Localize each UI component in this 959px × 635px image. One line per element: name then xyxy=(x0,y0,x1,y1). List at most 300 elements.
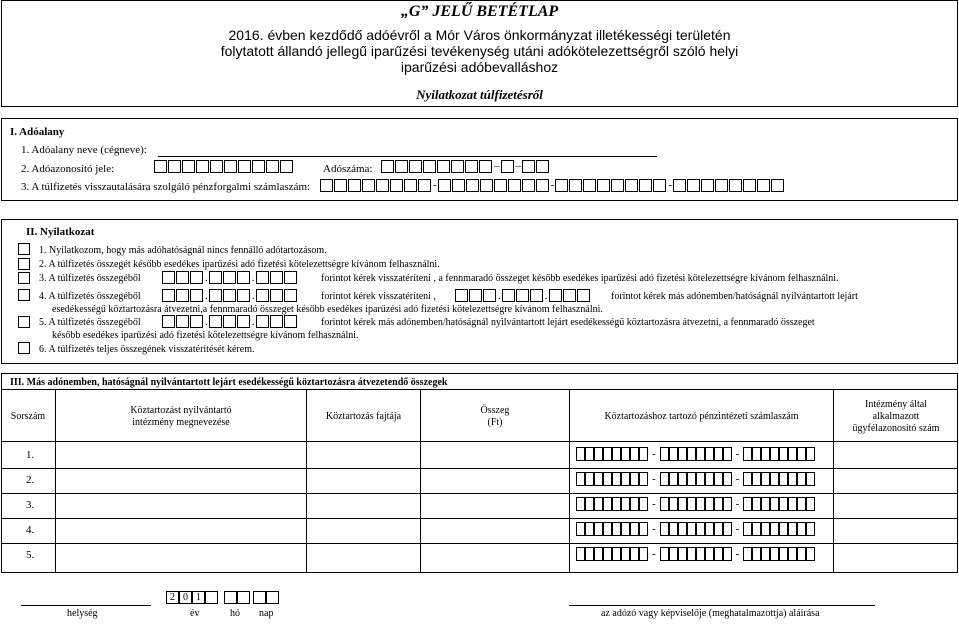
digit-cell[interactable] xyxy=(779,472,788,486)
digit-cell[interactable] xyxy=(653,179,666,192)
digit-cell[interactable] xyxy=(788,472,797,486)
digit-cell[interactable] xyxy=(639,497,648,511)
digit-cell[interactable] xyxy=(743,522,752,536)
digit-cell[interactable] xyxy=(563,289,576,302)
digit-cell[interactable] xyxy=(630,497,639,511)
digit-cell[interactable] xyxy=(395,160,408,173)
digit-cell[interactable] xyxy=(381,160,394,173)
digit-cell[interactable] xyxy=(770,447,779,461)
checkbox-item-1[interactable] xyxy=(18,243,30,255)
name-label: 1. Adóalany neve (cégneve): xyxy=(21,144,147,156)
digit-cell[interactable] xyxy=(660,472,669,486)
digit-cell[interactable] xyxy=(743,179,756,192)
row-account-cells[interactable] xyxy=(576,447,815,461)
name-field[interactable] xyxy=(158,144,657,157)
digit-cell[interactable] xyxy=(639,472,648,486)
digit-cell[interactable] xyxy=(555,179,568,192)
digit-cell[interactable] xyxy=(696,447,705,461)
digit-cell[interactable] xyxy=(771,179,784,192)
digit-cell[interactable] xyxy=(612,472,621,486)
digit-cell[interactable] xyxy=(594,547,603,561)
digit-cell[interactable] xyxy=(480,179,493,192)
digit-cell[interactable] xyxy=(210,160,223,173)
form-title: „G” JELŰ BETÉTLAP xyxy=(400,3,559,20)
taxid-cells[interactable] xyxy=(154,160,294,173)
digit-cell[interactable] xyxy=(284,289,297,302)
separator: - xyxy=(652,448,656,460)
digit-cell[interactable] xyxy=(585,547,594,561)
digit-cell[interactable] xyxy=(483,289,496,302)
digit-cell[interactable] xyxy=(806,472,815,486)
year-digit-empty[interactable] xyxy=(205,591,218,604)
digit-cell[interactable] xyxy=(209,315,222,328)
signature-line xyxy=(569,605,875,606)
digit-cell[interactable] xyxy=(788,547,797,561)
digit-cell[interactable] xyxy=(757,179,770,192)
separator: - xyxy=(735,498,740,510)
digit-cell[interactable] xyxy=(696,522,705,536)
digit-cell[interactable] xyxy=(743,472,752,486)
digit-cell[interactable] xyxy=(723,472,732,486)
digit-cell[interactable] xyxy=(438,179,451,192)
digit-cell[interactable] xyxy=(752,447,761,461)
digit-cell[interactable] xyxy=(779,547,788,561)
separator: - xyxy=(735,523,740,535)
digit-cell[interactable] xyxy=(761,497,770,511)
form-subtitle: Nyilatkozat túlfizetésről xyxy=(416,87,543,102)
digit-cell[interactable] xyxy=(585,472,594,486)
separator: – xyxy=(515,160,521,172)
row-number: 2. xyxy=(26,474,35,486)
checkbox-item-6[interactable] xyxy=(18,342,30,354)
item-4-text-c: forintot kérek más adónemben/hatóságnál nyilvántartott lejárt xyxy=(611,291,858,302)
digit-cell[interactable] xyxy=(743,497,752,511)
digit-cell[interactable] xyxy=(451,160,464,173)
col-header-fajta: Köztartozás fajtája xyxy=(325,411,402,422)
digit-cell[interactable] xyxy=(705,497,714,511)
section1-title: I. Adóalany xyxy=(10,126,65,138)
checkbox-item-3[interactable] xyxy=(18,272,30,284)
digit-cell[interactable] xyxy=(770,497,779,511)
digit-cell[interactable] xyxy=(466,179,479,192)
separator: - xyxy=(735,473,740,485)
digit-cell[interactable] xyxy=(639,522,648,536)
digit-cell[interactable] xyxy=(209,271,222,284)
digit-cell[interactable] xyxy=(536,160,549,173)
digit-cell[interactable] xyxy=(612,522,621,536)
digit-cell[interactable] xyxy=(162,289,175,302)
item-3-text-a: 3. A túlfizetés összegéből xyxy=(39,273,141,284)
digit-cell[interactable] xyxy=(452,179,465,192)
digit-cell[interactable] xyxy=(761,522,770,536)
digit-cell[interactable] xyxy=(660,522,669,536)
digit-cell[interactable] xyxy=(806,497,815,511)
separator: - xyxy=(550,179,555,191)
col-header-ugyfel-1: Intézmény által xyxy=(865,399,927,410)
row-number: 3. xyxy=(26,499,35,511)
digit-cell[interactable] xyxy=(465,160,478,173)
digit-cell[interactable] xyxy=(594,472,603,486)
digit-cell[interactable] xyxy=(621,497,630,511)
digit-cell[interactable] xyxy=(621,522,630,536)
month-label: hó xyxy=(230,608,240,619)
place-label: helység xyxy=(67,608,98,619)
digit-cell[interactable] xyxy=(237,315,250,328)
taxnum-cells[interactable] xyxy=(381,160,550,173)
digit-cell[interactable] xyxy=(723,447,732,461)
digit-cell[interactable] xyxy=(696,547,705,561)
digit-cell[interactable] xyxy=(723,547,732,561)
digit-cell[interactable] xyxy=(603,497,612,511)
item-3-text-b: forintot kérek visszatéríteni , a fennmaradó összeget később esedékes iparűzési adó fizetési kötelezettségre kívánom felhasználni. xyxy=(321,273,839,284)
digit-cell[interactable] xyxy=(621,472,630,486)
section3-title: III. Más adónemben, hatóságnál nyilvántartott lejárt esedékességű köztartozásra átvezetendő összegek xyxy=(10,377,448,388)
digit-cell[interactable] xyxy=(190,315,203,328)
row-account-cells[interactable] xyxy=(576,497,815,511)
digit-cell[interactable] xyxy=(673,179,686,192)
digit-cell[interactable] xyxy=(611,179,624,192)
digit-cell[interactable] xyxy=(569,179,582,192)
header-line-3: iparűzési adóbevalláshoz xyxy=(400,59,559,75)
digit-cell[interactable] xyxy=(621,447,630,461)
separator: - xyxy=(652,523,656,535)
digit-cell[interactable] xyxy=(639,447,648,461)
digit-cell[interactable] xyxy=(536,179,549,192)
digit-cell[interactable] xyxy=(603,472,612,486)
digit-cell[interactable] xyxy=(752,522,761,536)
digit-cell[interactable] xyxy=(788,447,797,461)
digit-cell[interactable] xyxy=(237,271,250,284)
account-cells[interactable] xyxy=(320,179,785,192)
digit-cell[interactable] xyxy=(723,522,732,536)
separator: - xyxy=(735,548,740,560)
digit-cell[interactable] xyxy=(612,447,621,461)
digit-cell[interactable] xyxy=(797,447,806,461)
digit-cell[interactable] xyxy=(678,547,687,561)
digit-cell[interactable] xyxy=(603,447,612,461)
digit-cell[interactable] xyxy=(469,289,482,302)
digit-cell[interactable] xyxy=(630,522,639,536)
digit-cell[interactable] xyxy=(723,497,732,511)
month-digit[interactable] xyxy=(237,591,250,604)
digit-cell[interactable] xyxy=(162,315,175,328)
digit-cell[interactable] xyxy=(770,472,779,486)
digit-cell[interactable] xyxy=(549,289,562,302)
year-label: év xyxy=(190,608,200,619)
digit-cell[interactable] xyxy=(284,271,297,284)
digit-cell[interactable] xyxy=(752,497,761,511)
digit-cell[interactable] xyxy=(585,447,594,461)
digit-cell[interactable] xyxy=(576,497,585,511)
digit-cell[interactable] xyxy=(779,497,788,511)
digit-cell[interactable] xyxy=(390,179,403,192)
taxnum-label: Adószáma: xyxy=(323,163,373,175)
digit-cell[interactable] xyxy=(669,497,678,511)
signature-label: az adózó vagy képviselője (meghatalmazottja) aláírása xyxy=(601,608,820,619)
row-account-cells[interactable] xyxy=(576,522,815,536)
digit-cell[interactable] xyxy=(669,522,678,536)
digit-cell[interactable] xyxy=(687,497,696,511)
digit-cell[interactable] xyxy=(223,271,236,284)
col-header-ugyfel-3: ügyfélazonosító szám xyxy=(852,423,940,434)
digit-cell[interactable] xyxy=(237,289,250,302)
digit-cell[interactable] xyxy=(630,472,639,486)
digit-cell[interactable] xyxy=(669,547,678,561)
thousand-dot: . xyxy=(498,290,501,302)
date-day-cells[interactable] xyxy=(253,591,279,604)
item-4-text-a: 4. A túlfizetés összegéből xyxy=(39,291,141,302)
table-top-line xyxy=(1,389,958,390)
digit-cell[interactable] xyxy=(376,179,389,192)
digit-cell[interactable] xyxy=(705,447,714,461)
digit-cell[interactable] xyxy=(806,522,815,536)
digit-cell[interactable] xyxy=(280,160,293,173)
item-5-amount-cells[interactable] xyxy=(162,315,298,328)
digit-cell[interactable] xyxy=(639,179,652,192)
digit-cell[interactable] xyxy=(788,522,797,536)
section2-title: II. Nyilatkozat xyxy=(26,226,95,238)
digit-cell[interactable] xyxy=(639,547,648,561)
item-4-amount-cells-1[interactable] xyxy=(162,289,298,302)
digit-cell[interactable] xyxy=(576,472,585,486)
digit-cell[interactable] xyxy=(418,179,431,192)
digit-cell[interactable] xyxy=(594,522,603,536)
digit-cell[interactable] xyxy=(594,497,603,511)
digit-cell[interactable] xyxy=(660,547,669,561)
digit-cell[interactable] xyxy=(209,289,222,302)
year-digit: 0 xyxy=(179,591,192,604)
col-header-intezmeny-1: Köztartozást nyilvántartó xyxy=(130,405,232,416)
digit-cell[interactable] xyxy=(256,271,269,284)
digit-cell[interactable] xyxy=(687,522,696,536)
digit-cell[interactable] xyxy=(404,179,417,192)
digit-cell[interactable] xyxy=(612,497,621,511)
header-line-1: 2016. évben kezdődő adóévről a Mór Város önkormányzat illetékességi területén xyxy=(228,27,731,43)
digit-cell[interactable] xyxy=(743,447,752,461)
digit-cell[interactable] xyxy=(761,547,770,561)
digit-cell[interactable] xyxy=(577,289,590,302)
row-account-cells[interactable] xyxy=(576,472,815,486)
digit-cell[interactable] xyxy=(348,179,361,192)
digit-cell[interactable] xyxy=(669,472,678,486)
digit-cell[interactable] xyxy=(479,160,492,173)
col-header-szamla: Köztartozáshoz tartozó pénzintézeti számlaszám xyxy=(604,411,799,422)
checkbox-item-2[interactable] xyxy=(18,258,30,270)
thousand-dot: . xyxy=(544,290,548,302)
digit-cell[interactable] xyxy=(190,289,203,302)
digit-cell[interactable] xyxy=(176,289,189,302)
digit-cell[interactable] xyxy=(162,271,175,284)
digit-cell[interactable] xyxy=(594,447,603,461)
item-2-text: 2. A túlfizetés összegét később esedékes iparűzési adó fizetési kötelezettségre kívánom felhasználni. xyxy=(39,259,440,270)
digit-cell[interactable] xyxy=(522,160,535,173)
digit-cell[interactable] xyxy=(502,289,515,302)
digit-cell[interactable] xyxy=(223,315,236,328)
digit-cell[interactable] xyxy=(603,547,612,561)
digit-cell[interactable] xyxy=(576,547,585,561)
digit-cell[interactable] xyxy=(714,472,723,486)
digit-cell[interactable] xyxy=(256,289,269,302)
digit-cell[interactable] xyxy=(797,472,806,486)
thousand-dot: . xyxy=(251,316,255,328)
digit-cell[interactable] xyxy=(779,522,788,536)
thousand-dot: . xyxy=(205,290,208,302)
digit-cell[interactable] xyxy=(224,160,237,173)
digit-cell[interactable] xyxy=(788,497,797,511)
digit-cell[interactable] xyxy=(660,447,669,461)
digit-cell[interactable] xyxy=(687,447,696,461)
digit-cell[interactable] xyxy=(806,547,815,561)
digit-cell[interactable] xyxy=(660,497,669,511)
day-digit[interactable] xyxy=(253,591,266,604)
separator: - xyxy=(652,498,656,510)
digit-cell[interactable] xyxy=(423,160,436,173)
digit-cell[interactable] xyxy=(522,179,535,192)
separator: - xyxy=(433,179,437,191)
digit-cell[interactable] xyxy=(256,315,269,328)
digit-cell[interactable] xyxy=(585,522,594,536)
col-header-ugyfel-2: alkalmazott xyxy=(872,411,920,422)
digit-cell[interactable] xyxy=(270,289,283,302)
digit-cell[interactable] xyxy=(455,289,468,302)
digit-cell[interactable] xyxy=(362,179,375,192)
digit-cell[interactable] xyxy=(770,547,779,561)
digit-cell[interactable] xyxy=(705,472,714,486)
digit-cell[interactable] xyxy=(752,547,761,561)
digit-cell[interactable] xyxy=(806,447,815,461)
digit-cell[interactable] xyxy=(284,315,297,328)
separator: - xyxy=(735,448,740,460)
digit-cell[interactable] xyxy=(729,179,742,192)
digit-cell[interactable] xyxy=(334,179,347,192)
col-header-osszeg-1: Összeg xyxy=(480,405,510,416)
digit-cell[interactable] xyxy=(714,497,723,511)
digit-cell[interactable] xyxy=(196,160,209,173)
digit-cell[interactable] xyxy=(516,289,529,302)
checkbox-item-5[interactable] xyxy=(18,316,30,328)
digit-cell[interactable] xyxy=(714,447,723,461)
row-number: 4. xyxy=(26,524,35,536)
digit-cell[interactable] xyxy=(501,160,514,173)
digit-cell[interactable] xyxy=(797,547,806,561)
digit-cell[interactable] xyxy=(270,315,283,328)
digit-cell[interactable] xyxy=(576,447,585,461)
digit-cell[interactable] xyxy=(508,179,521,192)
digit-cell[interactable] xyxy=(583,179,596,192)
item-4-amount-cells-2[interactable] xyxy=(455,289,591,302)
separator: - xyxy=(652,473,656,485)
digit-cell[interactable] xyxy=(630,447,639,461)
digit-cell[interactable] xyxy=(678,472,687,486)
table-row-line xyxy=(1,543,958,544)
digit-cell[interactable] xyxy=(687,179,700,192)
digit-cell[interactable] xyxy=(409,160,422,173)
digit-cell[interactable] xyxy=(714,547,723,561)
item-6-text: 6. A túlfizetés teljes összegének visszatérítését kérem. xyxy=(39,344,255,355)
item-3-amount-cells[interactable] xyxy=(162,271,298,284)
digit-cell[interactable] xyxy=(669,447,678,461)
digit-cell[interactable] xyxy=(770,522,779,536)
digit-cell[interactable] xyxy=(743,547,752,561)
digit-cell[interactable] xyxy=(687,472,696,486)
digit-cell[interactable] xyxy=(182,160,195,173)
separator: – xyxy=(494,160,500,172)
day-digit[interactable] xyxy=(266,591,279,604)
row-account-cells[interactable] xyxy=(576,547,815,561)
digit-cell[interactable] xyxy=(678,447,687,461)
digit-cell[interactable] xyxy=(630,547,639,561)
digit-cell[interactable] xyxy=(701,179,714,192)
digit-cell[interactable] xyxy=(752,472,761,486)
month-digit[interactable] xyxy=(224,591,237,604)
row-number: 5. xyxy=(26,549,35,561)
digit-cell[interactable] xyxy=(603,522,612,536)
digit-cell[interactable] xyxy=(705,522,714,536)
digit-cell[interactable] xyxy=(437,160,450,173)
digit-cell[interactable] xyxy=(494,179,507,192)
digit-cell[interactable] xyxy=(154,160,167,173)
taxid-label: 2. Adóazonosító jele: xyxy=(21,163,115,175)
date-year-cells[interactable] xyxy=(166,591,218,604)
digit-cell[interactable] xyxy=(625,179,638,192)
digit-cell[interactable] xyxy=(176,271,189,284)
digit-cell[interactable] xyxy=(797,522,806,536)
digit-cell[interactable] xyxy=(252,160,265,173)
date-month-cells[interactable] xyxy=(224,591,250,604)
thousand-dot: . xyxy=(251,272,255,284)
digit-cell[interactable] xyxy=(678,522,687,536)
thousand-dot: . xyxy=(251,290,255,302)
digit-cell[interactable] xyxy=(585,497,594,511)
digit-cell[interactable] xyxy=(715,179,728,192)
digit-cell[interactable] xyxy=(621,547,630,561)
digit-cell[interactable] xyxy=(678,497,687,511)
digit-cell[interactable] xyxy=(696,497,705,511)
thousand-dot: . xyxy=(205,316,208,328)
digit-cell[interactable] xyxy=(530,289,543,302)
digit-cell[interactable] xyxy=(612,547,621,561)
digit-cell[interactable] xyxy=(797,497,806,511)
col-header-intezmeny-2: intézmény megnevezése xyxy=(132,417,230,428)
digit-cell[interactable] xyxy=(266,160,279,173)
digit-cell[interactable] xyxy=(320,179,333,192)
digit-cell[interactable] xyxy=(223,289,236,302)
digit-cell[interactable] xyxy=(168,160,181,173)
digit-cell[interactable] xyxy=(190,271,203,284)
digit-cell[interactable] xyxy=(705,547,714,561)
col-header-sorszam: Sorszám xyxy=(10,411,46,422)
item-4-text-d: esedékességű köztartozásra átvezetni,a fennmaradó összeget később esedékes iparűzési adó fizetési kötelezettségre kívánom felhasználni. xyxy=(52,304,603,315)
table-row-line xyxy=(1,518,958,519)
digit-cell[interactable] xyxy=(687,547,696,561)
col-header-osszeg-2: (Ft) xyxy=(487,417,503,428)
digit-cell[interactable] xyxy=(696,472,705,486)
row-number: 1. xyxy=(26,449,35,461)
digit-cell[interactable] xyxy=(597,179,610,192)
digit-cell[interactable] xyxy=(779,447,788,461)
digit-cell[interactable] xyxy=(761,472,770,486)
checkbox-item-4[interactable] xyxy=(18,289,30,301)
table-header-bottom-line xyxy=(1,441,958,442)
digit-cell[interactable] xyxy=(176,315,189,328)
digit-cell[interactable] xyxy=(270,271,283,284)
digit-cell[interactable] xyxy=(714,522,723,536)
digit-cell[interactable] xyxy=(576,522,585,536)
account-label: 3. A túlfizetés visszautalására szolgáló pénzforgalmi számlaszám: xyxy=(21,181,311,193)
digit-cell[interactable] xyxy=(761,447,770,461)
header-line-2: folytatott állandó jellegű iparűzési tevékenység utáni adókötelezettségről szóló helyi xyxy=(220,43,739,59)
digit-cell[interactable] xyxy=(238,160,251,173)
